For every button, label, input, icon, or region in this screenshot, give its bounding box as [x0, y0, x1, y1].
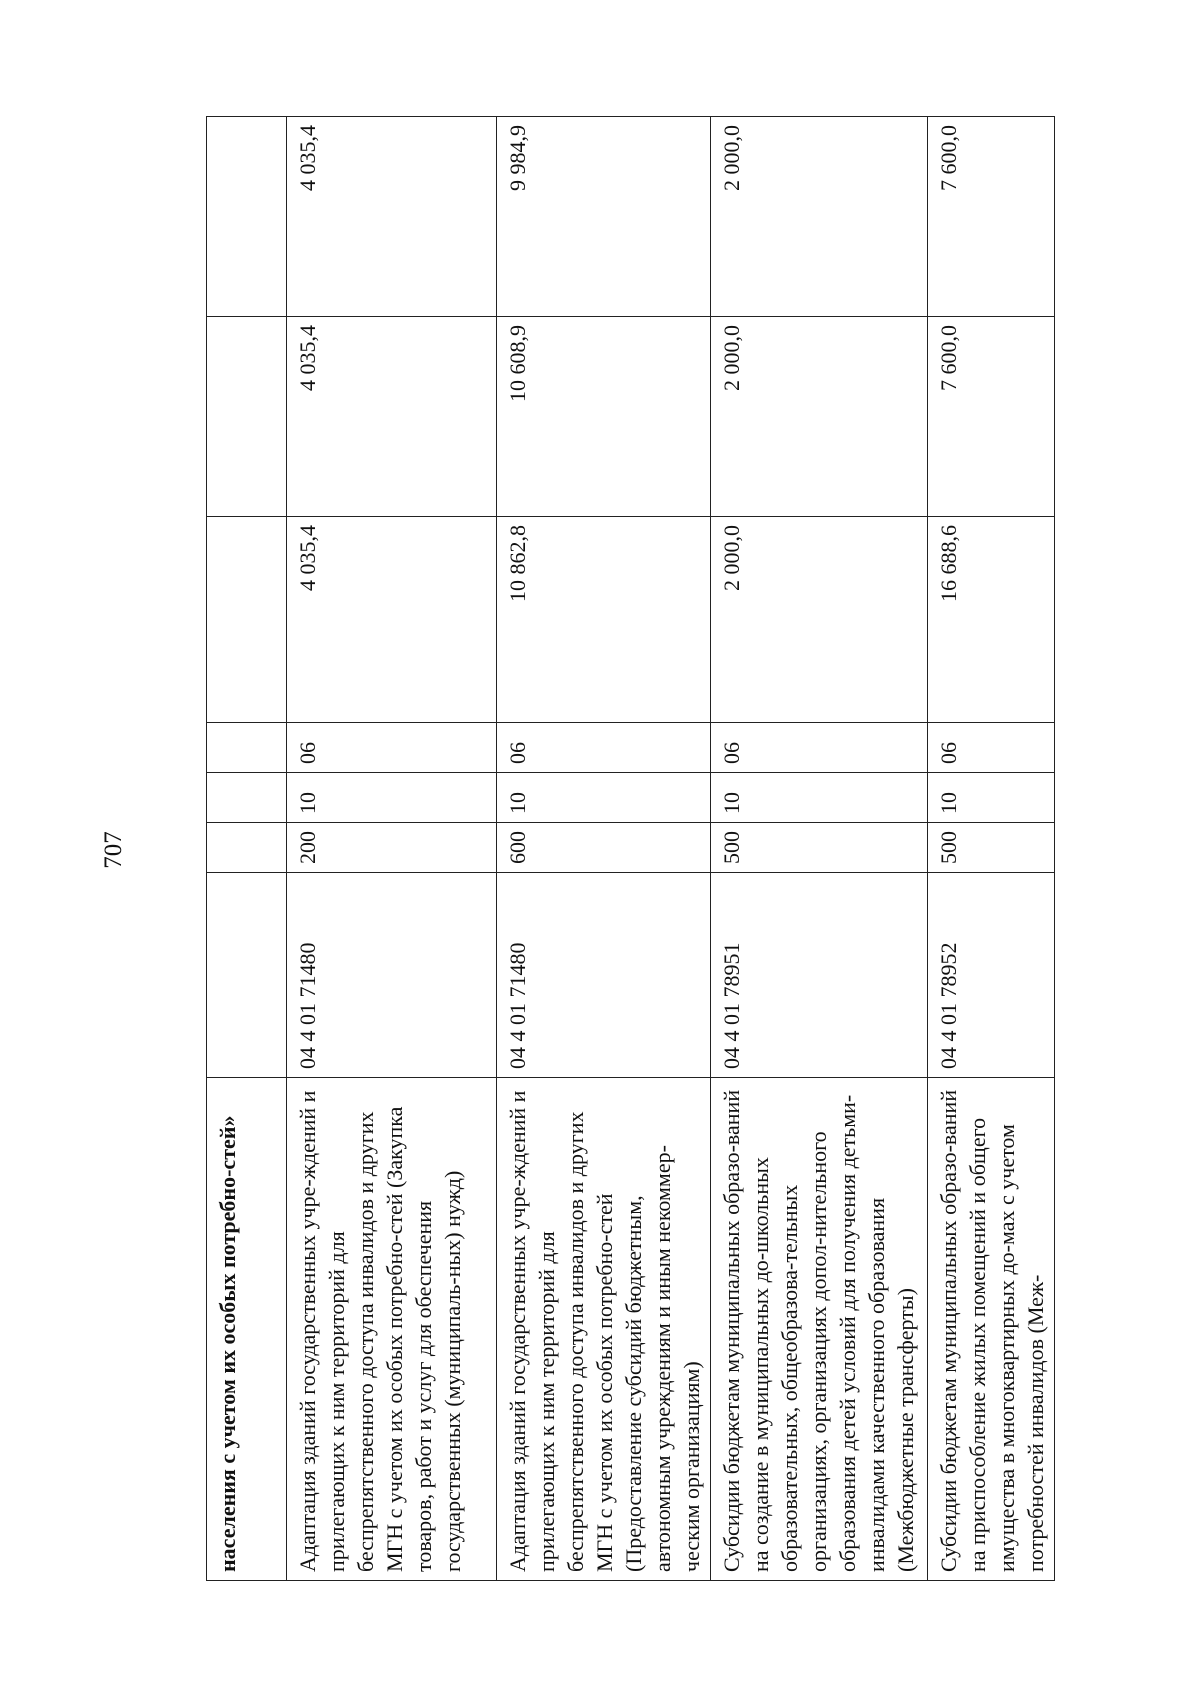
row-amount-3: 4 035,4 [287, 117, 497, 317]
row-code: 04 4 01 71480 [497, 873, 711, 1078]
row-amount-3: 7 600,0 [928, 117, 1055, 317]
row-code: 04 4 01 78952 [928, 873, 1055, 1078]
row-amount-1: 10 862,8 [497, 517, 711, 723]
rotated-table-container [206, 117, 1048, 1581]
row-amount-1: 16 688,6 [928, 517, 1055, 723]
row-subsection: 06 [497, 723, 711, 773]
row-expense-type: 200 [287, 823, 497, 873]
table-row [287, 117, 497, 1581]
heading-text: населения с учетом их особых потребно-стей» [215, 1115, 240, 1572]
row-description: Субсидии бюджетам муниципальных образо-ваний на приспособление жилых помещений и общего имущества в многоквартирных до-мах с учетом потребностей инвалидов (Меж- [928, 1078, 1055, 1581]
row-description: Субсидии бюджетам муниципальных образо-ваний на создание в муниципальных до-школьных образовательных, общеобразова-тельных организациях, организациях допол-нительного образования детей условий для получения детьми-инвалидами качественного образования (Межбюджетные трансферты) [711, 1078, 928, 1581]
row-subsection: 06 [711, 723, 928, 773]
page-number: 707 [100, 831, 127, 869]
row-code: 04 4 01 78951 [711, 873, 928, 1078]
row-amount-2: 7 600,0 [928, 317, 1055, 517]
empty-cell [207, 117, 287, 317]
empty-cell [207, 823, 287, 873]
row-expense-type: 500 [711, 823, 928, 873]
table-row [928, 117, 1055, 1581]
row-amount-1: 4 035,4 [287, 517, 497, 723]
row-description: Адаптация зданий государственных учре-ждений и прилегающих к ним территорий для беспрепятственного доступа инвалидов и других МГН с учетом их особых потребно-стей (Закупка товаров, работ и услуг для обеспечения государственных (муниципаль-ных) нужд) [287, 1078, 497, 1581]
row-amount-3: 9 984,9 [497, 117, 711, 317]
row-section: 10 [928, 773, 1055, 823]
empty-cell [207, 723, 287, 773]
row-expense-type: 500 [928, 823, 1055, 873]
empty-cell [207, 873, 287, 1078]
row-amount-1: 2 000,0 [711, 517, 928, 723]
empty-cell [207, 773, 287, 823]
row-amount-2: 10 608,9 [497, 317, 711, 517]
row-section: 10 [497, 773, 711, 823]
row-amount-3: 2 000,0 [711, 117, 928, 317]
table-heading-row [207, 117, 287, 1581]
table-row [497, 117, 711, 1581]
heading-cell [207, 1078, 287, 1581]
empty-cell [207, 317, 287, 517]
empty-cell [207, 517, 287, 723]
row-section: 10 [287, 773, 497, 823]
row-code: 04 4 01 71480 [287, 873, 497, 1078]
row-section: 10 [711, 773, 928, 823]
row-amount-2: 4 035,4 [287, 317, 497, 517]
row-subsection: 06 [928, 723, 1055, 773]
budget-table [206, 116, 1055, 1581]
row-amount-2: 2 000,0 [711, 317, 928, 517]
row-subsection: 06 [287, 723, 497, 773]
table-row [711, 117, 928, 1581]
row-description: Адаптация зданий государственных учре-ждений и прилегающих к ним территорий для беспрепятственного доступа инвалидов и других МГН с учетом их особых потребно-стей (Предоставление субсидий бюджетным, автономным учреждениям и иным некоммер-ческим организациям) [497, 1078, 711, 1581]
row-expense-type: 600 [497, 823, 711, 873]
